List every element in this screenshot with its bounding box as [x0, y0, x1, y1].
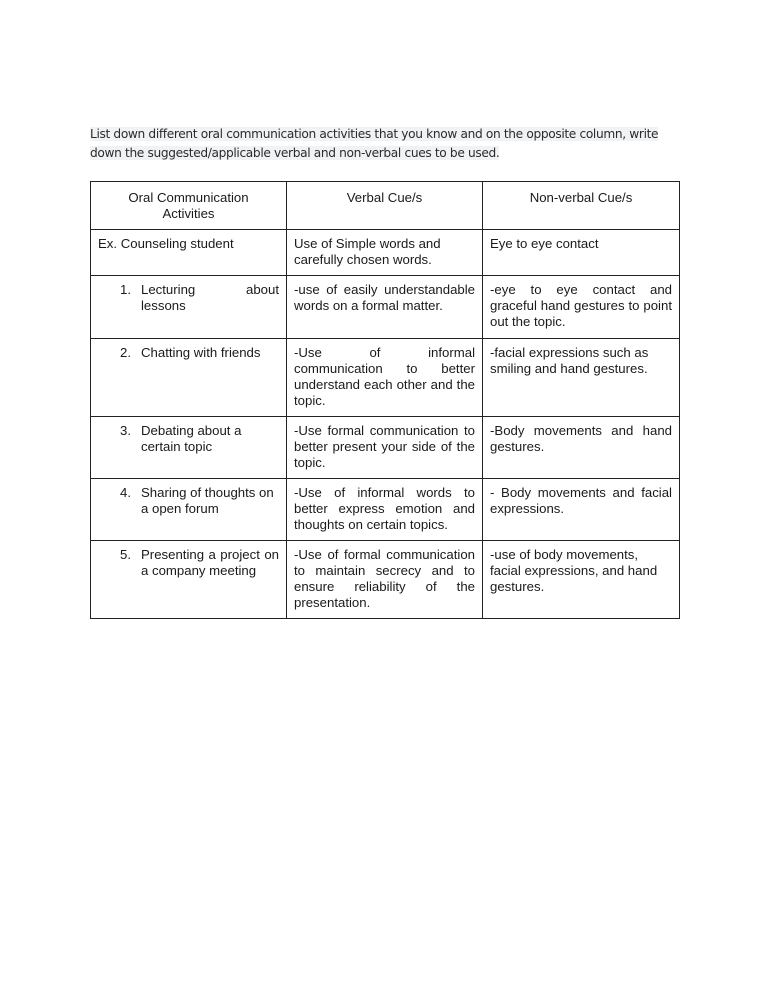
activity-cell	[91, 479, 287, 541]
item-number: 4.	[120, 485, 131, 500]
header-nonverbal: Non-verbal Cue/s	[483, 182, 680, 230]
activity-text: Chatting with friends	[141, 345, 261, 360]
activity-cell	[91, 417, 287, 479]
example-row	[91, 230, 680, 276]
header-verbal: Verbal Cue/s	[287, 182, 483, 230]
verbal-cell: -Use of formal communication to maintain secrecy and to ensure reliability of the presentation.	[287, 541, 483, 619]
table-row	[91, 541, 680, 619]
instructions-paragraph	[90, 125, 680, 163]
item-number: 1.	[120, 282, 131, 297]
verbal-cell: -Use of informal words to better express emotion and thoughts on certain topics.	[287, 479, 483, 541]
activity-text: Debating about a certain topic	[141, 423, 242, 454]
nonverbal-cell: -Body movements and hand gestures.	[483, 417, 680, 479]
verbal-cell: -Use formal communication to better present your side of the topic.	[287, 417, 483, 479]
item-number: 2.	[120, 345, 131, 360]
example-verbal: Use of Simple words and carefully chosen words.	[287, 230, 483, 276]
nonverbal-cell: -facial expressions such as smiling and hand gestures.	[483, 339, 680, 417]
activity-text: Sharing of thoughts on a open forum	[141, 485, 274, 516]
verbal-cell: -use of easily understandable words on a formal matter.	[287, 276, 483, 339]
activity-text: Lecturing about lessons	[141, 282, 279, 313]
table-row	[91, 417, 680, 479]
verbal-cell: -Use of informal communication to better understand each other and the topic.	[287, 339, 483, 417]
cues-table	[90, 181, 680, 619]
activity-text: Presenting a project on a company meeting	[141, 547, 279, 578]
table-header-row	[91, 182, 680, 230]
table-row	[91, 339, 680, 417]
activity-cell	[91, 541, 287, 619]
header-activities: Oral Communication Activities	[91, 182, 287, 230]
table-row	[91, 276, 680, 339]
table-row	[91, 479, 680, 541]
nonverbal-cell: -use of body movements, facial expressions, and hand gestures.	[483, 541, 680, 619]
activity-cell	[91, 339, 287, 417]
nonverbal-cell: -eye to eye contact and graceful hand gestures to point out the topic.	[483, 276, 680, 339]
example-nonverbal: Eye to eye contact	[483, 230, 680, 276]
example-activity: Ex. Counseling student	[91, 230, 287, 276]
item-number: 5.	[120, 547, 131, 562]
instructions-text: List down different oral communication activities that you know and on the opposite column, write down the suggested/applicable verbal and non-verbal cues to be used.	[90, 127, 659, 160]
nonverbal-cell: - Body movements and facial expressions.	[483, 479, 680, 541]
activity-cell	[91, 276, 287, 339]
item-number: 3.	[120, 423, 131, 438]
